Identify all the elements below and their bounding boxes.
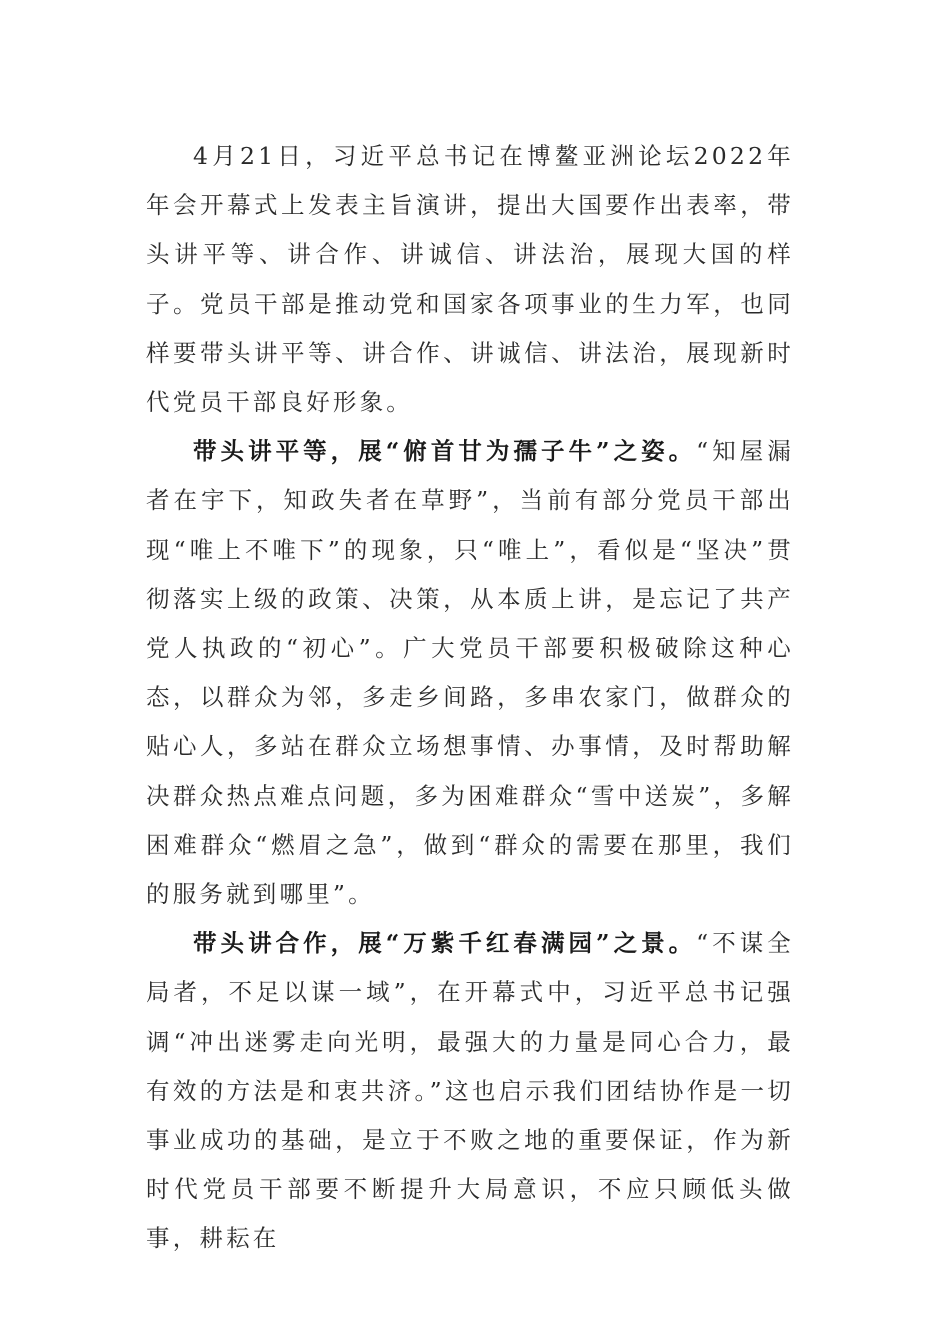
document-body — [146, 132, 794, 1264]
paragraph-intro — [146, 132, 794, 427]
paragraph-cooperation — [146, 919, 794, 1263]
paragraph-intro-text: 4月21日，习近平总书记在博鳌亚洲论坛2022年年会开幕式上发表主旨演讲，提出大国要作出表率，带头讲平等、讲合作、讲诚信、讲法治，展现大国的样子。党员干部是推动党和国家各项事业的生力军，也同样要带头讲平等、讲合作、讲诚信、讲法治，展现新时代党员干部良好形象。 — [146, 142, 794, 417]
paragraph-equality-text: “知屋漏者在宇下，知政失者在草野”，当前有部分党员干部出现“唯上不唯下”的现象，只“唯上”，看似是“坚决”贯彻落实上级的政策、决策，从本质上讲，是忘记了共产党人执政的“初心”。广大党员干部要积极破除这种心态，以群众为邻，多走乡间路，多串农家门，做群众的贴心人，多站在群众立场想事情、办事情，及时帮助解决群众热点难点问题，多为困难群众“雪中送炭”，多解困难群众“燃眉之急”，做到“群众的需要在那里，我们的服务就到哪里”。 — [146, 437, 794, 909]
paragraph-cooperation-heading: 带头讲合作，展“万紫千红春满园”之景。 — [193, 929, 697, 958]
paragraph-equality — [146, 427, 794, 919]
paragraph-cooperation-text: “不谋全局者，不足以谋一域”，在开幕式中，习近平总书记强调“冲出迷雾走向光明，最强大的力量是同心合力，最有效的方法是和衷共济。”这也启示我们团结协作是一切事业成功的基础，是立于不败之地的重要保证，作为新时代党员干部要不断提升大局意识，不应只顾低头做事，耕耘在 — [146, 929, 794, 1253]
paragraph-equality-heading: 带头讲平等，展“俯首甘为孺子牛”之姿。 — [193, 437, 697, 466]
